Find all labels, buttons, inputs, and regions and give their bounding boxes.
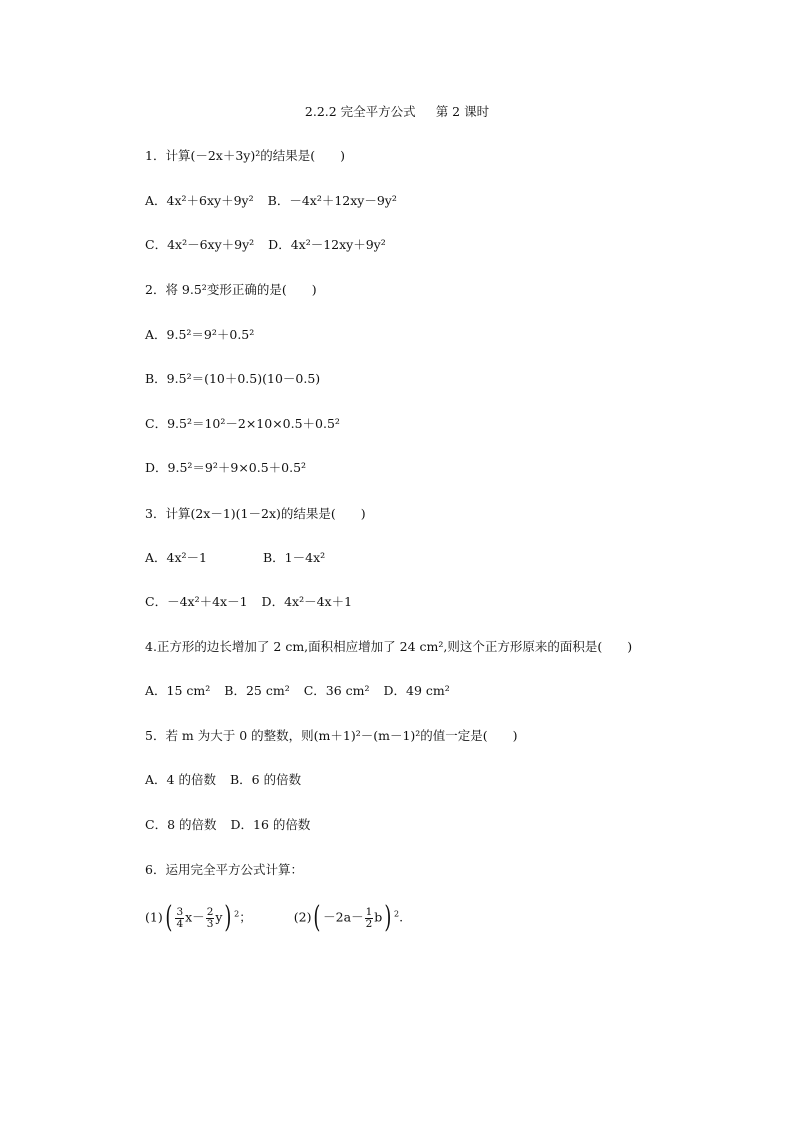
numerator: 3 <box>176 905 184 918</box>
term: x－ <box>185 909 205 925</box>
option-d: D．49 cm² <box>383 683 450 698</box>
option-c: C．8 的倍数 <box>145 817 217 832</box>
option-d: D．16 的倍数 <box>230 817 311 832</box>
fraction <box>175 907 184 930</box>
option-b: B．9.5²＝(10＋0.5)(10－0.5) <box>145 371 321 386</box>
part-1-label: (1) <box>145 909 163 925</box>
fraction <box>365 907 374 930</box>
option-c: C．4x²－6xy＋9y² <box>145 237 255 252</box>
numerator: 2 <box>206 905 214 918</box>
question-5-options-ab <box>145 771 301 789</box>
right-paren: ) <box>224 900 232 935</box>
question-4-stem: 4.正方形的边长增加了 2 cm,面积相应增加了 24 cm²,则这个正方形原来的面积是( ) <box>145 639 633 654</box>
part-1 <box>145 900 252 935</box>
question-4-options <box>145 682 450 700</box>
left-paren: ( <box>313 900 321 935</box>
title-sub: 第 2 课时 <box>435 104 490 119</box>
numerator: 1 <box>365 905 373 918</box>
question-3-options-ab <box>145 549 325 567</box>
question-6-parts <box>145 900 404 943</box>
denominator: 2 <box>365 917 373 930</box>
question-1-stem: 1．计算(－2x＋3y)²的结果是( ) <box>145 148 345 163</box>
part-2-label: (2) <box>293 909 312 925</box>
separator: ； <box>239 909 252 925</box>
question-5-stem: 5．若 m 为大于 0 的整数，则(m＋1)²－(m－1)²的值一定是( ) <box>145 728 518 743</box>
title-main: 2.2.2 完全平方公式 <box>304 104 416 119</box>
option-d: D．4x²－4x＋1 <box>261 594 353 609</box>
exponent: 2 <box>234 909 240 919</box>
option-a: A．4 的倍数 <box>145 772 216 787</box>
denominator: 3 <box>206 917 214 930</box>
question-1-options-ab <box>145 192 397 210</box>
question-3-stem: 3．计算(2x－1)(1－2x)的结果是( ) <box>145 506 366 521</box>
question-3-options-cd <box>145 593 352 611</box>
option-a: A．15 cm² <box>145 683 211 698</box>
option-c: C．9.5²＝10²－2×10×0.5＋0.5² <box>145 416 340 431</box>
page-title <box>0 103 794 121</box>
question-2-stem: 2．将 9.5²变形正确的是( ) <box>145 282 317 297</box>
option-a: A．9.5²＝9²＋0.5² <box>145 327 255 342</box>
option-d: D．9.5²＝9²＋9×0.5＋0.5² <box>145 460 307 475</box>
option-c: C．36 cm² <box>303 683 370 698</box>
term: y <box>215 909 223 925</box>
option-b: B．6 的倍数 <box>229 772 302 787</box>
option-b: B．25 cm² <box>224 683 290 698</box>
left-paren: ( <box>165 900 173 935</box>
part-2 <box>293 900 404 935</box>
term: －2a－ <box>323 909 364 925</box>
option-d: D．4x²－12xy＋9y² <box>268 237 386 252</box>
term: b <box>374 909 383 925</box>
question-5-options-cd <box>145 816 310 834</box>
exponent: 2 <box>394 909 400 919</box>
option-c: C．－4x²＋4x－1 <box>145 594 248 609</box>
fraction <box>206 907 215 930</box>
option-b: B．1－4x² <box>263 550 326 565</box>
option-a: A．4x²－1 <box>145 550 207 565</box>
option-b: B．－4x²＋12xy－9y² <box>267 193 397 208</box>
denominator: 4 <box>176 917 184 930</box>
question-1-options-cd <box>145 236 386 254</box>
right-paren: ) <box>384 900 392 935</box>
option-a: A．4x²＋6xy＋9y² <box>145 193 254 208</box>
end-mark: . <box>399 909 404 925</box>
question-6-stem: 6．运用完全平方公式计算： <box>145 862 303 877</box>
